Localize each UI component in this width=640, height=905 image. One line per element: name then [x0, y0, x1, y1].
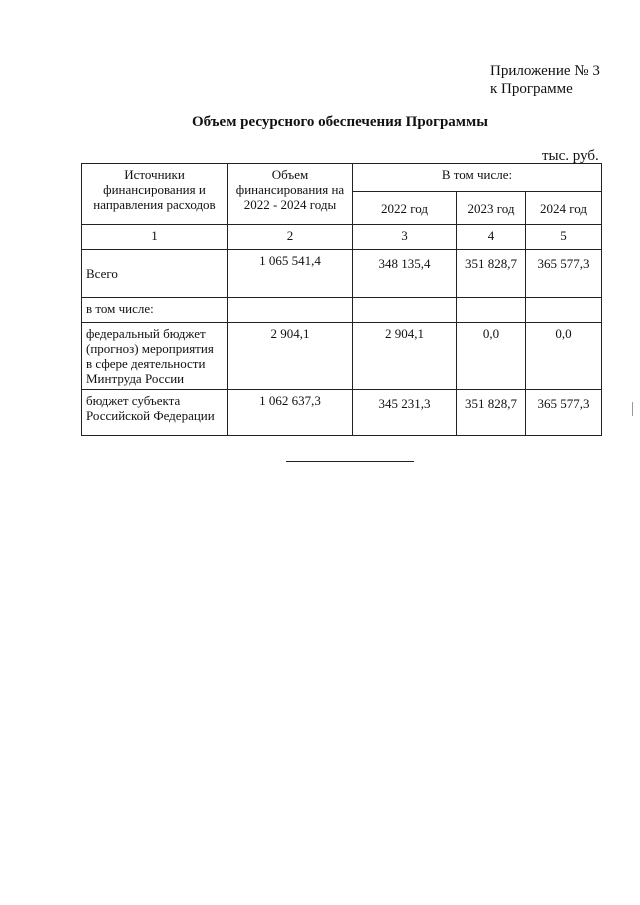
cell-2023: 351 828,7	[457, 250, 526, 298]
header-year-2023: 2023 год	[457, 192, 526, 225]
cell-2022	[353, 298, 457, 323]
row-label: Всего	[82, 250, 228, 298]
cell-2024: 365 577,3	[526, 390, 602, 436]
cell-2022: 345 231,3	[353, 390, 457, 436]
margin-mark	[632, 402, 633, 416]
document-title: Объем ресурсного обеспечения Программы	[192, 114, 488, 130]
column-number: 1	[82, 225, 228, 250]
annex-line-2: к Программе	[490, 81, 573, 97]
header-including: В том числе:	[353, 164, 602, 192]
table-row-federal	[82, 323, 602, 390]
cell-total: 2 904,1	[228, 323, 353, 390]
header-year-2022: 2022 год	[353, 192, 457, 225]
column-number-row	[82, 225, 602, 250]
table-row-regional	[82, 390, 602, 436]
closing-rule	[286, 461, 414, 462]
header-year-2024: 2024 год	[526, 192, 602, 225]
column-number: 5	[526, 225, 602, 250]
funding-table	[81, 163, 602, 436]
cell-2024	[526, 298, 602, 323]
table-header-row	[82, 164, 602, 192]
cell-total: 1 062 637,3	[228, 390, 353, 436]
cell-total: 1 065 541,4	[228, 250, 353, 298]
cell-2024: 365 577,3	[526, 250, 602, 298]
row-label: в том числе:	[82, 298, 228, 323]
cell-2023: 0,0	[457, 323, 526, 390]
cell-2022: 348 135,4	[353, 250, 457, 298]
row-label: федеральный бюджет (прогноз) мероприятия в сфере деятельности Минтруда России	[82, 323, 228, 390]
column-number: 3	[353, 225, 457, 250]
table-row-total	[82, 250, 602, 298]
header-total: Объем финансирования на 2022 - 2024 годы	[228, 164, 353, 225]
column-number: 2	[228, 225, 353, 250]
cell-2023: 351 828,7	[457, 390, 526, 436]
cell-2022: 2 904,1	[353, 323, 457, 390]
cell-2023	[457, 298, 526, 323]
row-label: бюджет субъекта Российской Федерации	[82, 390, 228, 436]
table-row-including	[82, 298, 602, 323]
header-sources: Источники финансирования и направления расходов	[82, 164, 228, 225]
annex-line-1: Приложение № 3	[490, 63, 600, 79]
column-number: 4	[457, 225, 526, 250]
cell-total	[228, 298, 353, 323]
annex-label	[490, 62, 600, 98]
units-label: тыс. руб.	[542, 148, 599, 164]
cell-2024: 0,0	[526, 323, 602, 390]
